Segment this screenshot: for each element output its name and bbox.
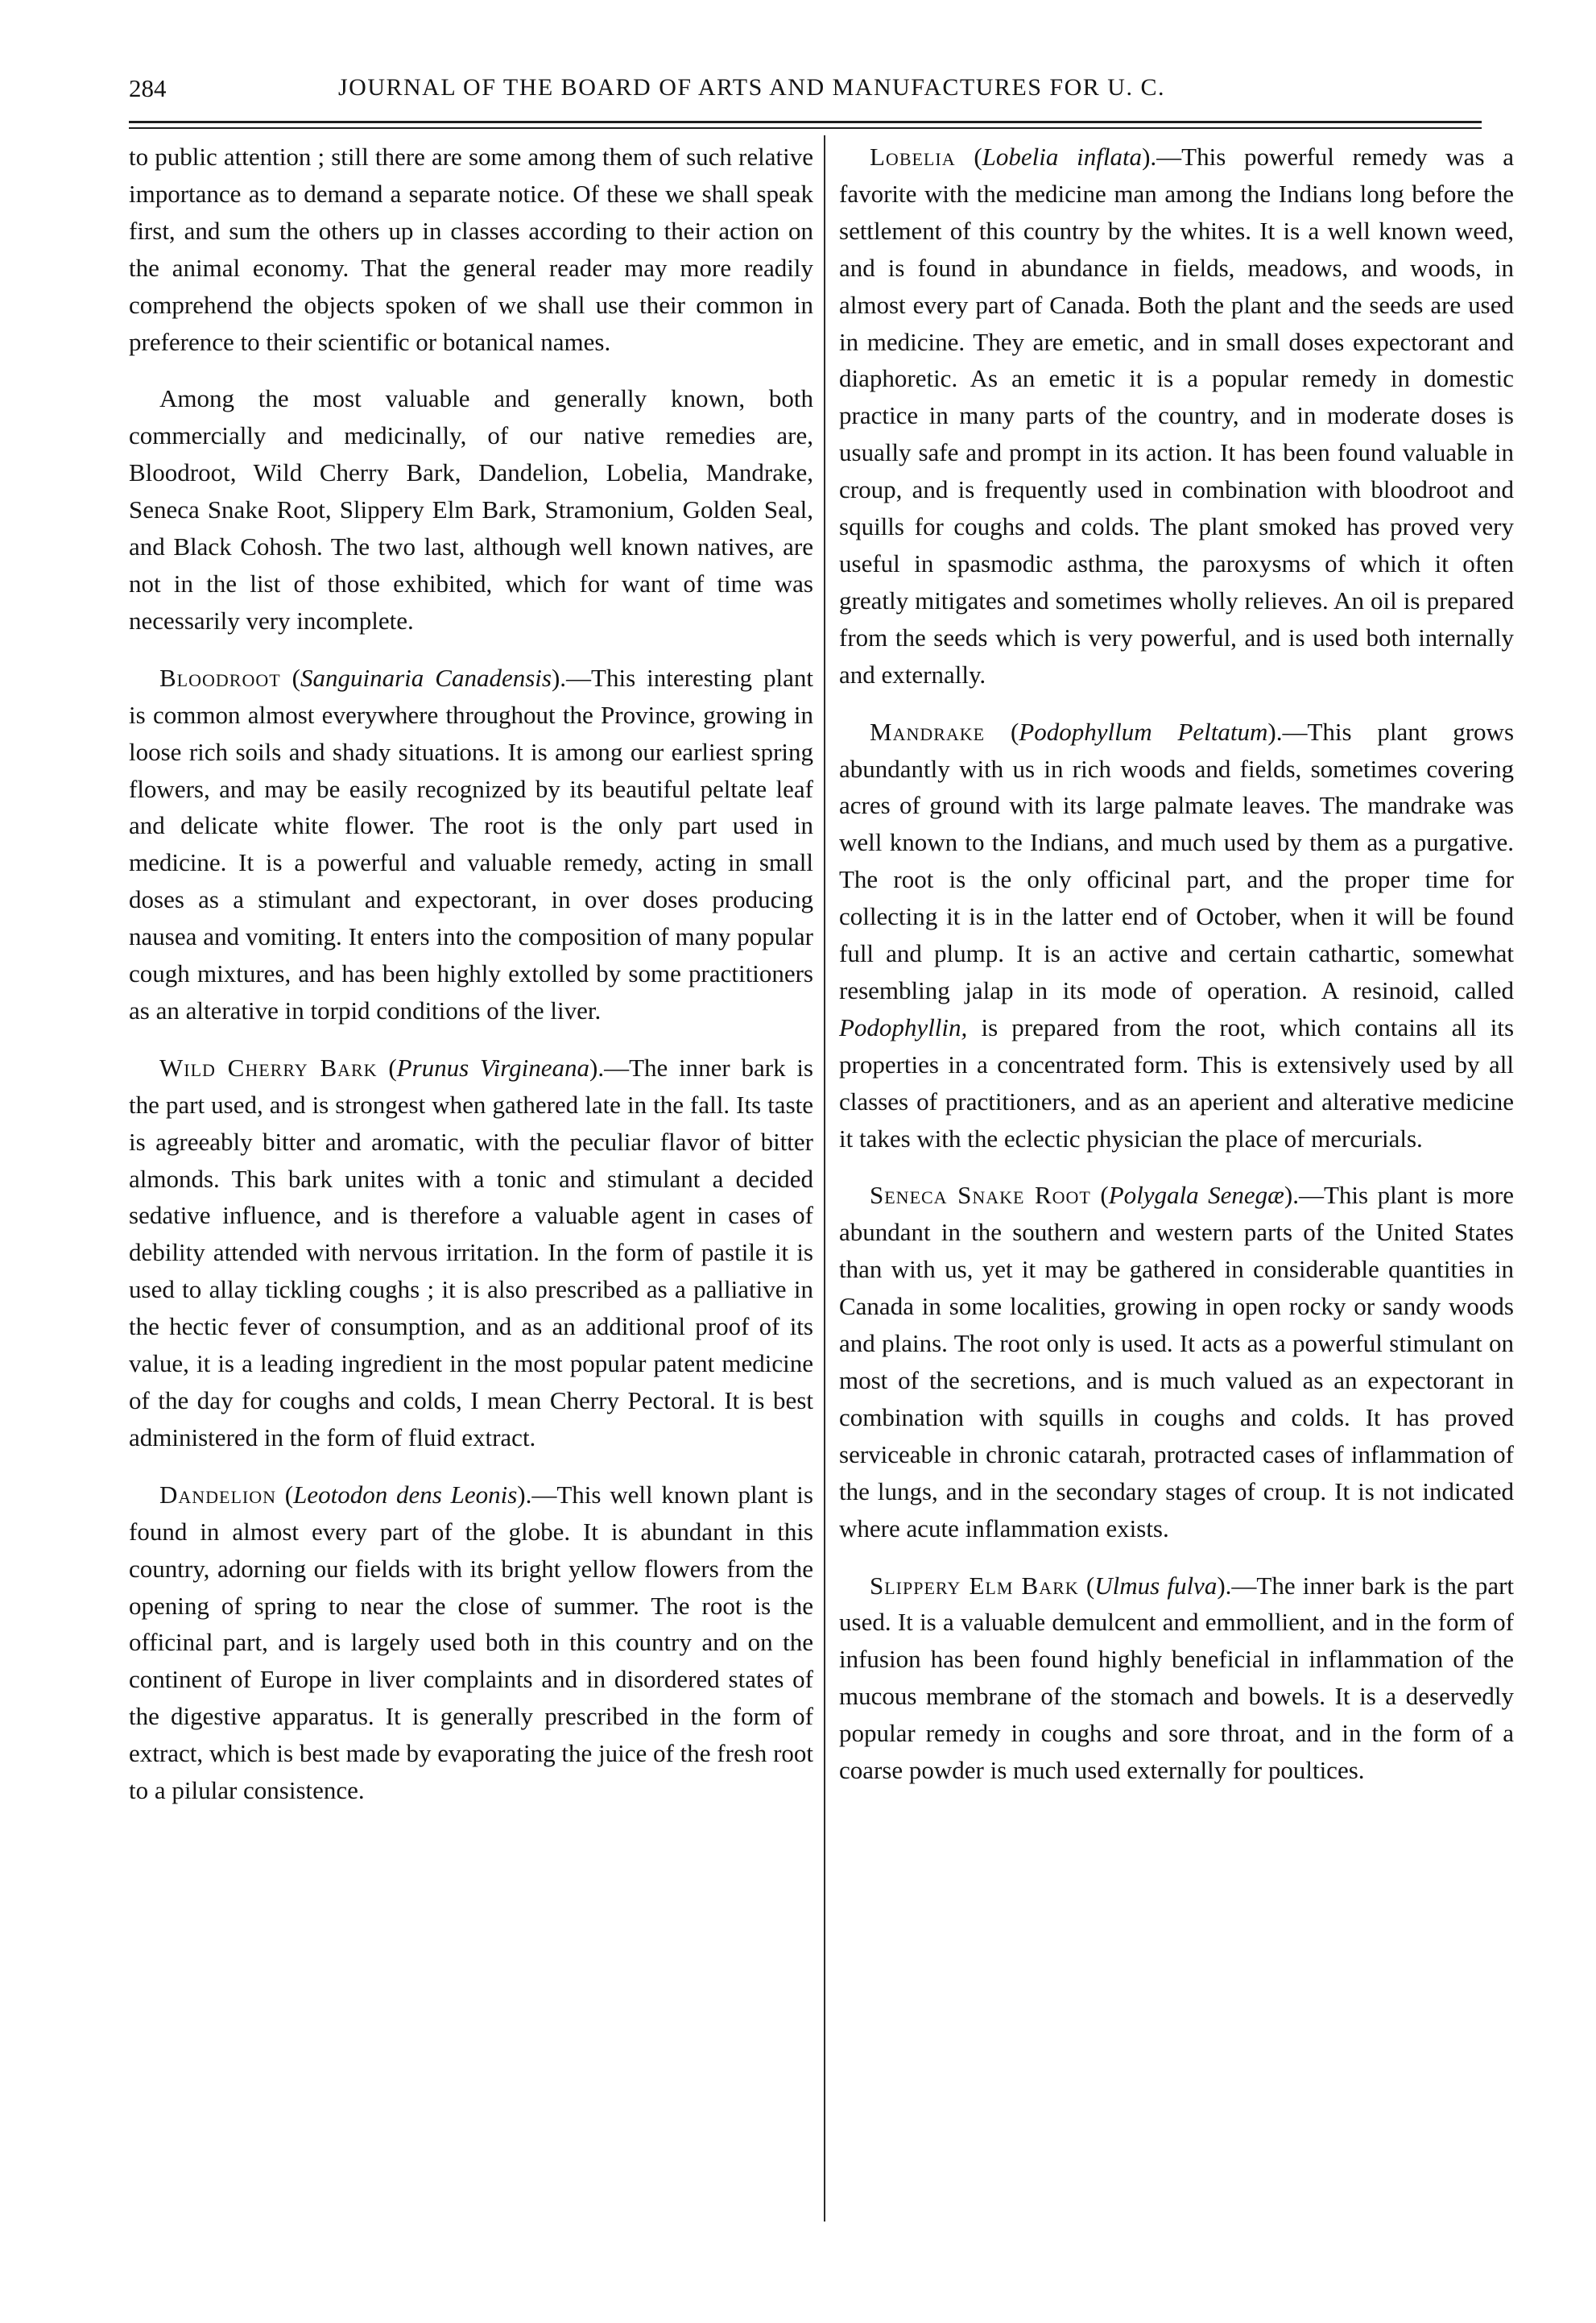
latin-name: Podophyllum Peltatum [1019, 717, 1268, 746]
page-header [129, 74, 1482, 113]
entry-text: This plant grows abundantly with us in rich woods and fields, sometimes covering acres of ground with its large palmate leaves. The mandrake was well known to the Indians, and much used by them as a purgative. The root is the only officinal part, and the proper time for collecting it is in the latter end of October, when it will be found full and plump. It is an active and certain cathartic, somewhat resembling jalap in its mode of operation. A resinoid, called [839, 717, 1515, 1004]
latin-name: Prunus Virgineana [396, 1053, 590, 1082]
right-column [839, 139, 1514, 1809]
entry-text: This well known plant is found in almost every part of the globe. It is abundant in this country, adorning our fields with its bright yellow flowers from the opening of spring to near the close of summer. The root is the officinal part, and is largely used both in this country and on the continent of Europe in liver complaints and in disordered states of the digestive apparatus. It is generally prescribed in the form of extract, which is best made by evaporating the juice of the fresh root to a pilular consistence. [129, 1480, 813, 1805]
latin-name: Lobelia inflata [982, 143, 1143, 171]
latin-name: Podophyllin, [839, 1012, 968, 1041]
dandelion-entry: Dandelion (Leotodon dens Leonis).—This well known plant is found in almost every part of the globe. It is abundant in this country, adorning our fields with its bright yellow flowers from the opening of spring to near the close of summer. The root is the officinal part, and is largely used both in this country and on the continent of Europe in liver complaints and in disordered states of the digestive apparatus. It is generally prescribed in the form of extract, which is best made by evaporating the juice of the fresh root to a pilular consistence. [129, 1480, 813, 1805]
page-number: 284 [129, 74, 167, 102]
header-rule-bottom [129, 127, 1482, 129]
summary-paragraph: Among the most valuable and generally known, both commercially and medicinally, of our native remedies are, Bloodroot, Wild Cherry Bark, Dandelion, Lobelia, Mandrake, Seneca Snake Root, Slippery Elm Bark, Stramonium, Golden Seal, and Black Cohosh. The two last, although well known natives, are not in the list of those exhibited, which for want of time was necessarily very incomplete. [129, 384, 813, 635]
header-rule-top [129, 121, 1482, 123]
mandrake-entry: Mandrake (Podophyllum Peltatum).—This plant grows abundantly with us in rich woods and fields, sometimes covering acres of ground with its large palmate leaves. The mandrake was well known to the Indians, and much used by them as a purgative. The root is the only officinal part, and the proper time for collecting it is in the latter end of October, when it will be found full and plump. It is an active and certain cathartic, somewhat resembling jalap in its mode of operation. A resinoid, called Podophyllin, is prepared from the root, which contains all its properties in a concentrated form. This is extensively used by all classes of practitioners, and as an aperient and alterative medicine it takes with the eclectic physician the place of mercurials. [839, 717, 1515, 1153]
seneca-entry: Seneca Snake Root (Polygala Senegæ).—This plant is more abundant in the southern and western parts of the United States than with us, yet it may be gathered in considerable quantities in Canada in some localities, growing in open rocky or sandy woods and plains. The root only is used. It acts as a powerful stimulant on most of the secretions, and is much valued as an expectorant in combination with squills in coughs and colds. It has proved serviceable in chronic catarah, protracted cases of inflammation of the lungs, and in the secondary stages of croup. It is not indicated where acute inflammation exists. [839, 1181, 1514, 1542]
entry-heading: Dandelion [159, 1480, 277, 1509]
entry-text: This plant is more abundant in the southern and western parts of the United States than with us, yet it may be gathered in considerable quantities in Canada in some localities, growing in open rocky or sandy woods and plains. The root only is used. It acts as a powerful stimulant on most of the secretions, and is much valued as an expectorant in combination with squills in coughs and colds. It has proved serviceable in chronic catarah, protracted cases of inflammation of the lungs, and in the secondary stages of croup. It is not indicated where acute inflammation exists. [839, 1181, 1514, 1542]
entry-text: The inner bark is the part used, and is strongest when gathered late in the fall. Its taste is agreeably bitter and aromatic, with the peculiar flavor of bitter almonds. This bark unites with a tonic and stimulant a decided sedative influence, and is therefore a valuable agent in cases of debility attended with nervous irritation. In the form of pastile it is used to allay tickling coughs ; it is also prescribed as a palliative in the hectic fever of consumption, and as an additional proof of its value, it is a leading ingredient in the most popular patent medicine of the day for coughs and colds, I mean Cherry Pectoral. It is best administered in the form of fluid extract. [129, 1053, 814, 1451]
entry-heading: Slippery Elm Bark [870, 1571, 1079, 1600]
entry-heading: Lobelia [870, 143, 956, 171]
latin-name: Leotodon dens Leonis [293, 1480, 518, 1509]
entry-heading: Seneca Snake Root [870, 1181, 1091, 1210]
entry-text: is prepared from the root, which contains all its properties in a concentrated form. This is extensively used by all classes of practitioners, and as an aperient and alterative medicine it takes with the eclectic physician the place of mercurials. [839, 1012, 1515, 1153]
bloodroot-entry: Bloodroot (Sanguinaria Canadensis).—This interesting plant is common almost everywhere throughout the Province, growing in loose rich soils and shady situations. It is among our earliest spring flowers, and may be easily recognized by its beautiful peltate leaf and delicate white flower. The root is the only part used in medicine. It is a powerful and valuable remedy, acting in small doses as a stimulant and expectorant, in over doses producing nausea and vomiting. It enters into the composition of many popular cough mixtures, and has been highly extolled by some practitioners as an alterative in torpid conditions of the liver. [129, 663, 813, 1025]
running-head: JOURNAL OF THE BOARD OF ARTS AND MANUFACTURES FOR U. C. [338, 74, 1165, 101]
column-divider [824, 135, 825, 2222]
entry-text: This interesting plant is common almost everywhere throughout the Province, growing in loose rich soils and shady situations. It is among our earliest spring flowers, and may be easily recognized by its beautiful peltate leaf and delicate white flower. The root is the only part used in medicine. It is a powerful and valuable remedy, acting in small doses as a stimulant and expectorant, in over doses producing nausea and vomiting. It enters into the composition of many popular cough mixtures, and has been highly extolled by some practitioners as an alterative in torpid conditions of the liver. [129, 663, 813, 1025]
entry-heading: Bloodroot [159, 663, 281, 692]
entry-heading: Mandrake [870, 717, 986, 746]
entry-text: The inner bark is the part used. It is a valuable demulcent and emmollient, and in the form of infusion has been found highly beneficial in inflammation of the mucous membrane of the stomach and bowels. It is a deservedly popular remedy in coughs and sore throat, and in the form of a coarse powder is much used externally for poultices. [839, 1571, 1515, 1785]
entry-heading: Wild Cherry Bark [159, 1053, 378, 1082]
slippery-elm-entry: Slippery Elm Bark (Ulmus fulva).—The inner bark is the part used. It is a valuable demulcent and emmollient, and in the form of infusion has been found highly beneficial in inflammation of the mucous membrane of the stomach and bowels. It is a deservedly popular remedy in coughs and sore throat, and in the form of a coarse powder is much used externally for poultices. [839, 1571, 1515, 1785]
wild-cherry-entry: Wild Cherry Bark (Prunus Virgineana).—The inner bark is the part used, and is strongest when gathered late in the fall. Its taste is agreeably bitter and aromatic, with the peculiar flavor of bitter almonds. This bark unites with a tonic and stimulant a decided sedative influence, and is therefore a valuable agent in cases of debility attended with nervous irritation. In the form of pastile it is used to allay tickling coughs ; it is also prescribed as a palliative in the hectic fever of consumption, and as an additional proof of its value, it is a leading ingredient in the most popular patent medicine of the day for coughs and colds, I mean Cherry Pectoral. It is best administered in the form of fluid extract. [129, 1053, 814, 1451]
entry-text: This powerful remedy was a favorite with the medicine man among the Indians long before the settlement of this country by the whites. It is a well known weed, and is found in abundance in fields, meadows, and woods, in almost every part of Canada. Both the plant and the seeds are used in medicine. They are emetic, and in small doses expectorant and diaphoretic. As an emetic it is a popular remedy in domestic practice in many parts of the country, and in moderate doses is usually safe and prompt in its action. It has been found valuable in croup, and is frequently used in combination with bloodroot and squills for coughs and colds. The plant smoked has proved very useful in spasmodic asthma, the paroxysms of which it often greatly mitigates and sometimes wholly relieves. An oil is prepared from the seeds which is very powerful, and is used both internally and externally. [839, 143, 1514, 689]
latin-name: Sanguinaria Canadensis [300, 663, 552, 692]
lobelia-entry: Lobelia (Lobelia inflata).—This powerful remedy was a favorite with the medicine man among the Indians long before the settlement of this country by the whites. It is a well known weed, and is found in abundance in fields, meadows, and woods, in almost every part of Canada. Both the plant and the seeds are used in medicine. They are emetic, and in small doses expectorant and diaphoretic. As an emetic it is a popular remedy in domestic practice in many parts of the country, and in moderate doses is usually safe and prompt in its action. It has been found valuable in croup, and is frequently used in combination with bloodroot and squills for coughs and colds. The plant smoked has proved very useful in spasmodic asthma, the paroxysms of which it often greatly mitigates and sometimes wholly relieves. An oil is prepared from the seeds which is very powerful, and is used both internally and externally. [839, 143, 1514, 689]
intro-paragraph: to public attention ; still there are some among them of such relative importance as to demand a separate notice. Of these we shall speak first, and sum the others up in classes according to their action on the animal economy. That the general reader may more readily comprehend the objects spoken of we shall use their common in preference to their scientific or botanical names. [129, 143, 813, 356]
latin-name: Polygala Senegæ [1108, 1181, 1284, 1210]
latin-name: Ulmus fulva [1094, 1571, 1218, 1600]
left-column [129, 139, 813, 1829]
